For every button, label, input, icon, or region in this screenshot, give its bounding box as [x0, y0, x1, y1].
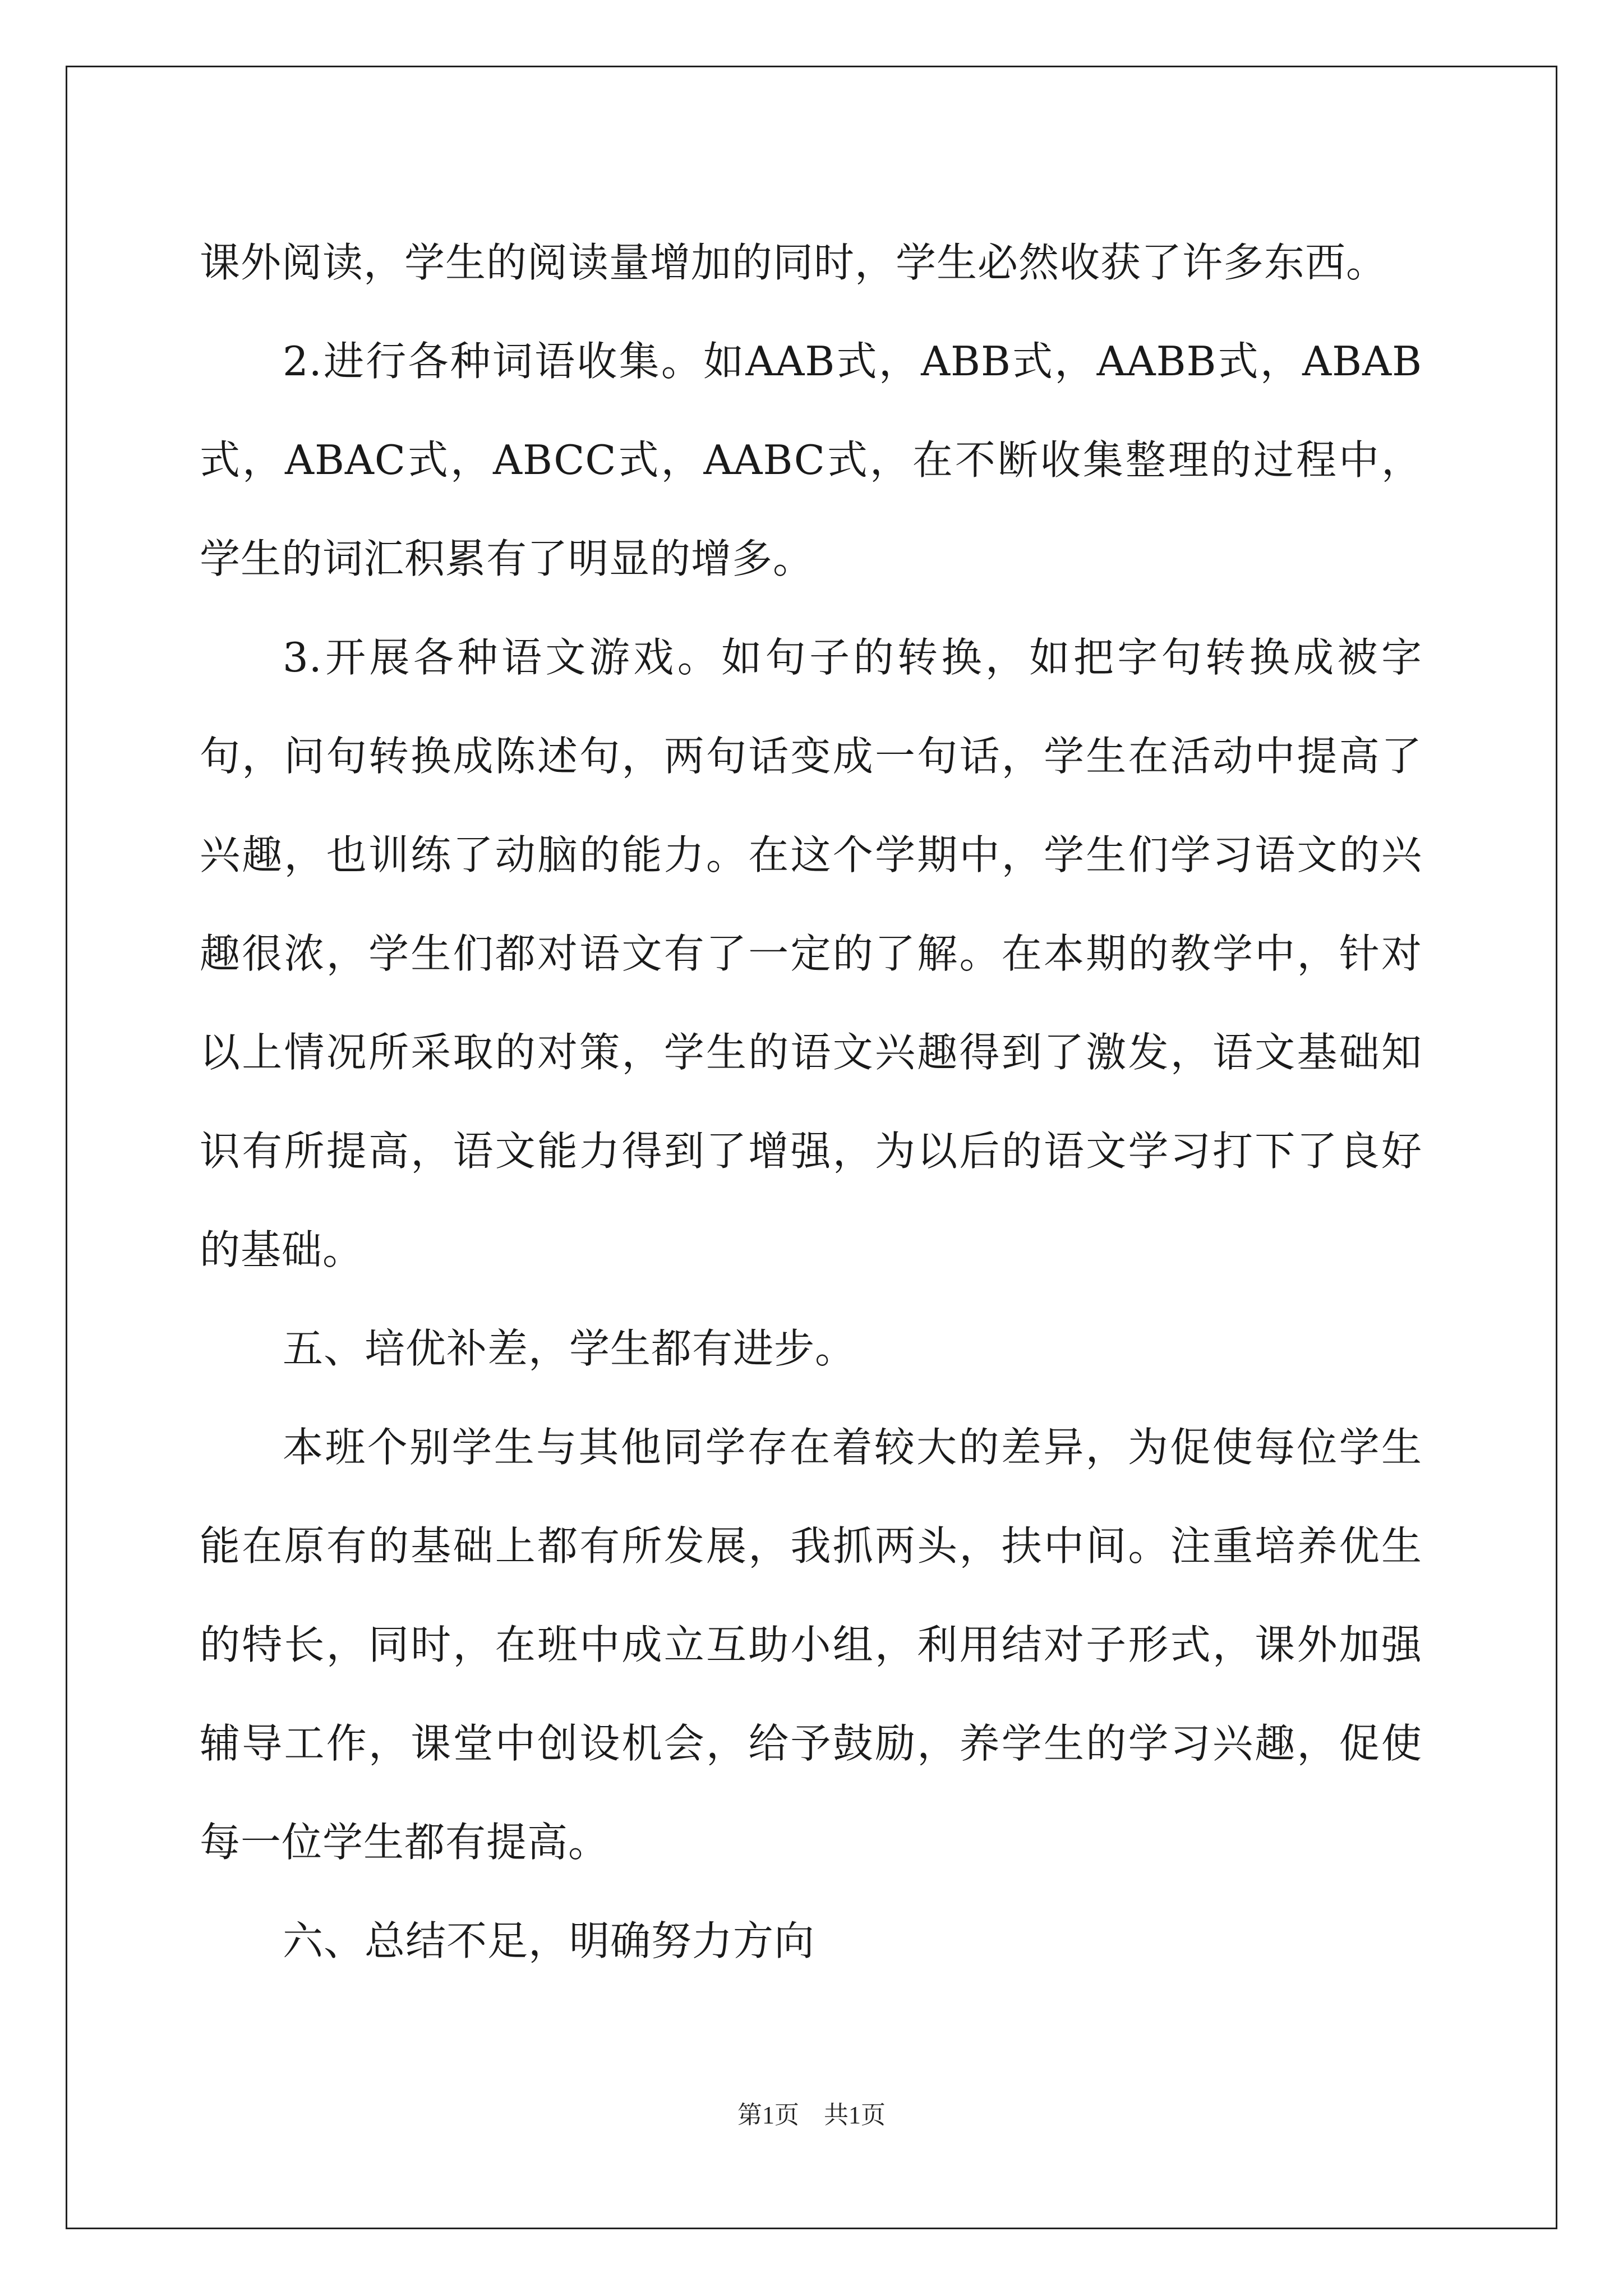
page-footer: [0, 2095, 1623, 2131]
section-heading-five: 五、培优补差，学生都有进步。: [283, 1325, 856, 1372]
section-heading-six: 六、总结不足，明确努力方向: [283, 1917, 815, 1964]
page-number-total: 共1页: [824, 2101, 886, 2129]
paragraph-tutoring: 本班个别学生与其他同学存在着较大的差异，为促使每位学生能在原有的基础上都有所发展，我抓两头，扶中间。注重培养优生的特长，同时，在班中成立互助小组，利用结对子形式，课外加强辅导工作，课堂中创设机会，给予鼓励，养学生的学习兴趣，促使每一位学生都有提高。: [200, 1424, 1422, 1866]
paragraph-word-collection: 2.进行各种词语收集。如AAB式，ABB式，AABB式，ABAB式，ABAC式，ABCC式，AABC式，在不断收集整理的过程中，学生的词汇积累有了明显的增多。: [200, 338, 1422, 582]
paragraph-continuation: 课外阅读，学生的阅读量增加的同时，学生必然收获了许多东西。: [200, 239, 1387, 286]
page-number-current: 第1页: [737, 2101, 799, 2129]
paragraph-language-games: 3.开展各种语文游戏。如句子的转换，如把字句转换成被字句，问句转换成陈述句，两句话变成一句话，学生在活动中提高了兴趣，也训练了动脑的能力。在这个学期中，学生们学习语文的兴趣很浓，学生们都对语文有了一定的了解。在本期的教学中，针对以上情况所采取的对策，学生的语文兴趣得到了激发，语文基础知识有所提高，语文能力得到了增强，为以后的语文学习打下了良好的基础。: [200, 634, 1422, 1273]
document-body: [200, 213, 1422, 1990]
